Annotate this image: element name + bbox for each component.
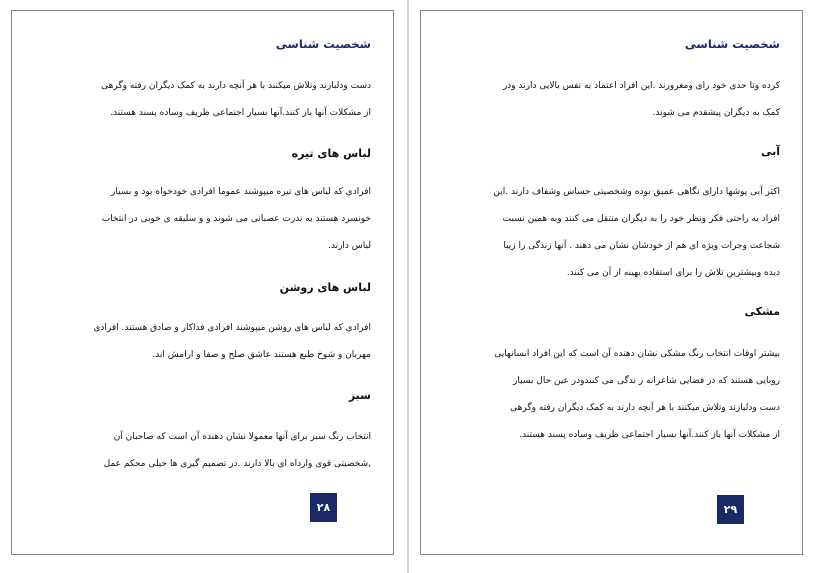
text-line: افرادی که لباس های تیره میپوشند عموما افرادی خودخواه بود و بسیار xyxy=(110,187,371,197)
text-line: انتخاب رنگ سبز برای آنها معمولا نشان دهنده آن است که صاحبان آن xyxy=(113,432,371,442)
text-line: دست ودلبازند وتلاش میکنند با هر آنچه دارند به کمک دیگران رفته وگرهی xyxy=(101,81,371,91)
text-line: افرادی که لباس های روشن میپوشند افرادی فداکار و صادق هستند. افرادی xyxy=(93,323,371,333)
text-line: خونسرد هستند به ندرت عصبانی می شوند و و سلیقه ی خوبی در انتخاب xyxy=(101,214,371,224)
section-paragraph xyxy=(443,341,780,449)
text-line: روبایی هستند که در فضایی شاعرانه ز ندگی می کنندودر عین حال بسیار xyxy=(513,376,780,386)
section-heading: مشکی xyxy=(744,305,780,318)
text-line: دیده وبیشترین تلاش را برای استفاده بهینه از آن می کنند. xyxy=(566,268,780,278)
section-paragraph xyxy=(34,424,371,478)
section-paragraph xyxy=(34,315,371,369)
text-line: اکثر آبی پوشها دارای نگاهی عمیق بوده وشخصیتی حساس وشفاف دارند .این xyxy=(493,187,780,197)
intro-paragraph xyxy=(34,73,371,127)
text-line: شجاعت وجرات ویژه ای هم از خودشان نشان می دهند . آنها زندگی را زیبا xyxy=(503,241,780,251)
section-heading: لباس های تیره xyxy=(291,147,371,160)
text-line: دست ودلبازند وتلاش میکنند با هر آنچه دارند به کمک دیگران رفته وگرهی xyxy=(510,403,780,413)
section-paragraph xyxy=(34,179,371,260)
section-heading: لباس های روشن xyxy=(279,281,371,294)
document-page-left xyxy=(11,10,394,555)
section-heading: آبی xyxy=(760,145,780,158)
text-line: بیشتر اوقات انتخاب رنگ مشکی نشان دهنده آن است که این افراد انسانهایی xyxy=(494,349,780,359)
intro-paragraph xyxy=(443,73,780,127)
page-header-title: شخصیت شناسی xyxy=(275,37,371,51)
page-header-title: شخصیت شناسی xyxy=(684,37,780,51)
text-line: از مشکلات آنها باز کنند.آنها بسیار اجتماعی ظریف وساده پسند هستند. xyxy=(110,108,371,118)
page-gap-divider xyxy=(407,0,409,573)
text-line: لباس دارند. xyxy=(328,241,371,251)
section-heading: سبز xyxy=(348,389,371,402)
text-line: کمک به دیگران پیشقدم می شوند. xyxy=(652,108,780,118)
document-page-right xyxy=(420,10,803,555)
text-line: مهربان و شوخ طبع هستند عاشق صلح و صفا و ارامش اند. xyxy=(152,350,371,360)
text-line: از مشکلات آنها باز کنند.آنها بسیار اجتماعی ظریف وساده پسند هستند. xyxy=(519,430,780,440)
text-line: کرده وتا حدی خود رای ومغرورند .این افراد اعتماد به نفس بالایی دارند ودر xyxy=(502,81,780,91)
page-number-badge: ۲۹ xyxy=(717,495,744,524)
text-line: ,شخصیتی قوی وارداه ای بالا دارند .در تصمیم گیری ها خیلی محکم عمل xyxy=(103,459,371,469)
text-line: افراد به راحتی فکر ونظر خود را به دیگران منتقل می کنند وبه همین نسبت xyxy=(502,214,780,224)
section-paragraph xyxy=(443,179,780,287)
page-number-badge: ۲۸ xyxy=(310,493,337,522)
